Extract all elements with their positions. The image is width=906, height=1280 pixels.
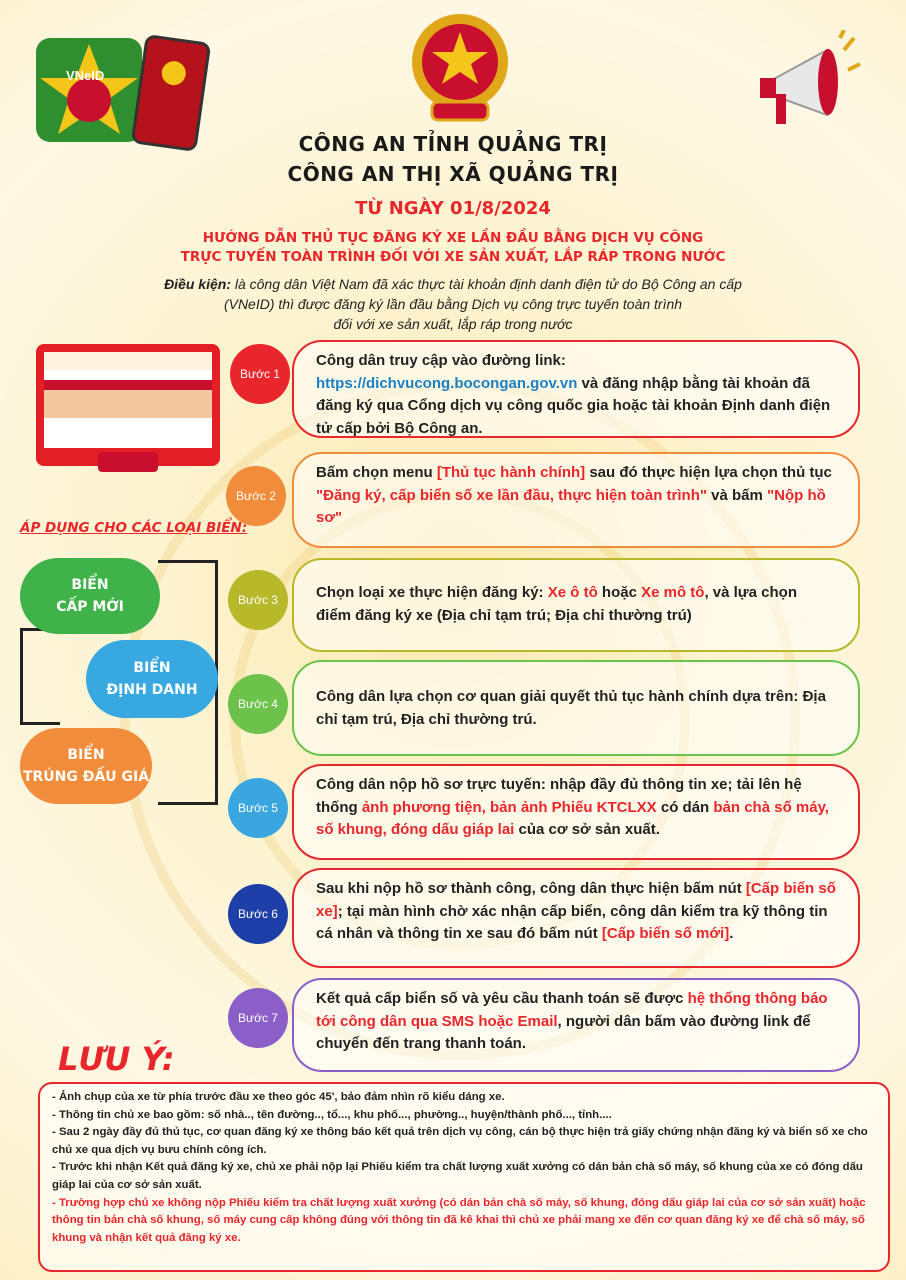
step6-box	[292, 868, 860, 968]
step3-highlight2: Xe mô tô	[641, 584, 705, 601]
step2-circle: Bước 2	[226, 466, 286, 526]
condition-line3: đối với xe sản xuất, lắp ráp trong nước	[333, 316, 573, 332]
pill1-line1: BIỂN	[71, 577, 109, 593]
pill1-line2: CẤP MỚI	[56, 599, 124, 615]
step3-text: Chọn loại xe thực hiện đăng ký:	[316, 584, 548, 601]
step2-text: Bấm chọn menu	[316, 464, 437, 481]
step4-text: Công dân lựa chọn cơ quan giải quyết thủ tục hành chính dựa trên: Địa chỉ tạm trú, Địa chỉ thường trú.	[316, 688, 826, 728]
police-emblem	[402, 10, 518, 126]
note-2: - Thông tin chủ xe bao gồm: số nhà.., tên đường.., tổ..., khu phố..., phường.., huyện/thành phố..., tỉnh....	[52, 1108, 612, 1121]
step1-circle: Bước 1	[230, 344, 290, 404]
guide-line2: TRỰC TUYẾN TOÀN TRÌNH ĐỐI VỚI XE SẢN XUẤT, LẮP RÁP TRONG NƯỚC	[180, 249, 726, 265]
step3-text2: hoặc	[597, 584, 642, 601]
step6-text2: ; tại màn hình chờ xác nhận cấp biển, công dân kiểm tra kỹ thông tin cá nhân và thông tin xe sau đó bấm nút	[316, 902, 828, 942]
step6-highlight1: [Cấp biển số xe]	[316, 880, 836, 920]
step6-highlight2: [Cấp biển số mới]	[601, 925, 730, 942]
pill2-line2: ĐỊNH DANH	[106, 682, 198, 698]
step2-highlight1: [Thủ tục hành chính]	[436, 464, 586, 481]
step5-text: Công dân nộp hồ sơ trực tuyến: nhập đầy đủ thông tin xe; tải lên hệ thống	[316, 776, 802, 816]
bracket-right-top	[158, 560, 218, 563]
step1-box	[292, 340, 860, 438]
header-line2: CÔNG AN THỊ XÃ QUẢNG TRỊ	[287, 162, 619, 186]
condition-label: Điều kiện:	[164, 276, 231, 292]
logo-text: VNeID	[66, 68, 105, 83]
step5-highlight2: bản chà số máy, số khung, đóng dấu giáp lai	[316, 798, 829, 838]
step4-box	[292, 660, 860, 756]
pill-new-plate	[20, 558, 160, 634]
bracket-left	[20, 628, 23, 724]
step2-highlight3: "Nộp hồ sơ"	[316, 486, 826, 526]
step7-highlight1: hệ thống thông báo tới công dân qua SMS hoặc Email	[316, 990, 828, 1030]
step5-highlight1: ảnh phương tiện, bản ảnh Phiếu KTCLXX	[361, 798, 657, 816]
megaphone-icon	[752, 30, 862, 140]
header-line1: CÔNG AN TỈNH QUẢNG TRỊ	[298, 132, 608, 156]
date-heading: TỪ NGÀY 01/8/2024	[355, 198, 551, 219]
condition-text	[60, 274, 846, 334]
step3-text3: , và lựa chọn điểm đăng ký xe (Địa chỉ tạm trú; Địa chỉ thường trú)	[316, 584, 798, 624]
star-icon	[36, 38, 142, 142]
step6-circle: Bước 6	[228, 884, 288, 944]
vneid-logo	[36, 38, 142, 142]
step2-text3: và bấm	[706, 486, 768, 504]
guide-line1: HƯỚNG DẪN THỦ TỤC ĐĂNG KÝ XE LẦN ĐẦU BẰNG DỊCH VỤ CÔNG	[202, 230, 704, 246]
step1-text: Công dân truy cập vào đường link:	[316, 352, 566, 369]
condition-line1: là công dân Việt Nam đã xác thực tài khoản định danh điện tử do Bộ Công an cấp	[230, 276, 742, 292]
step7-circle: Bước 7	[228, 988, 288, 1048]
step7-text: Kết quả cấp biển số và yêu cầu thanh toán sẽ được	[316, 990, 688, 1007]
pill-identity-plate	[86, 640, 218, 718]
bracket-right-bottom	[158, 802, 218, 805]
step5-text2: có dán	[656, 798, 714, 816]
pill2-line1: BIỂN	[133, 660, 171, 676]
step2-text2: sau đó thực hiện lựa chọn thủ tục	[585, 464, 832, 481]
apply-title: ÁP DỤNG CHO CÁC LOẠI BIỂN:	[20, 520, 248, 536]
step7-box	[292, 978, 860, 1072]
step6-text: Sau khi nộp hồ sơ thành công, công dân thực hiện bấm nút	[316, 880, 746, 897]
condition-line2: (VNeID) thì được đăng ký lần đầu bằng Dịch vụ công trực tuyến toàn trình	[223, 296, 683, 312]
step1-text2: và đăng nhập bằng tài khoản đã đăng ký qua Cổng dịch vụ công quốc gia hoặc tài khoản Định danh điện tử cấp bởi Bộ Công an.	[316, 374, 831, 437]
step4-circle: Bước 4	[228, 674, 288, 734]
note-5: - Trường hợp chủ xe không nộp Phiếu kiểm tra chất lượng xuất xưởng (có dán bản chà số máy, số khung, đóng dấu giáp lai của cơ sở sản xuất) hoặc thông tin bản chà số khung, số máy cung cấp không đúng với thông tin đã kê khai thì chủ xe phải mang xe đến cơ quan đăng ký xe để chà số máy, số khung và nhận kết quả đăng ký xe.	[52, 1196, 866, 1244]
step7-text2: , người dân bấm vào đường link để chuyển đến trang thanh toán.	[316, 1012, 811, 1052]
bracket-left-bottom	[20, 722, 60, 725]
step2-highlight2: "Đăng ký, cấp biển số xe lần đầu, thực hiện toàn trình"	[316, 486, 707, 504]
notes-title: LƯU Ý:	[58, 1040, 175, 1078]
note-3: - Sau 2 ngày đầy đủ thủ tục, cơ quan đăng ký xe thông báo kết quả trên dịch vụ công, cán bộ thực hiện trả giấy chứng nhận đăng ký và biển số xe cho chủ xe qua dịch vụ bưu chính công ích.	[52, 1126, 868, 1156]
step5-box	[292, 764, 860, 860]
pill-auction-plate	[20, 728, 152, 804]
note-4: - Trước khi nhận Kết quả đăng ký xe, chủ xe phải nộp lại Phiếu kiểm tra chất lượng xuất xưởng có dán bản chà số máy, số khung của xe có đóng dấu giáp lai của cơ sở sản xuất.	[52, 1161, 863, 1191]
note-1: - Ảnh chụp của xe từ phía trước đầu xe theo góc 45', bảo đảm nhìn rõ kiểu dáng xe.	[52, 1091, 505, 1103]
step5-circle: Bước 5	[228, 778, 288, 838]
pill3-line1: BIỂN	[67, 747, 105, 763]
step6-text3: .	[729, 925, 734, 942]
notes-box	[38, 1082, 890, 1272]
portal-link[interactable]: https://dichvucong.bocongan.gov.vn	[316, 374, 578, 392]
step3-highlight1: Xe ô tô	[547, 584, 598, 601]
step2-box	[292, 452, 860, 548]
step3-circle: Bước 3	[228, 570, 288, 630]
step3-box	[292, 558, 860, 652]
pill3-line2: TRÚNG ĐẤU GIÁ	[22, 769, 150, 785]
monitor-image	[36, 344, 220, 466]
step5-text3: của cơ sở sản xuất.	[514, 821, 660, 838]
